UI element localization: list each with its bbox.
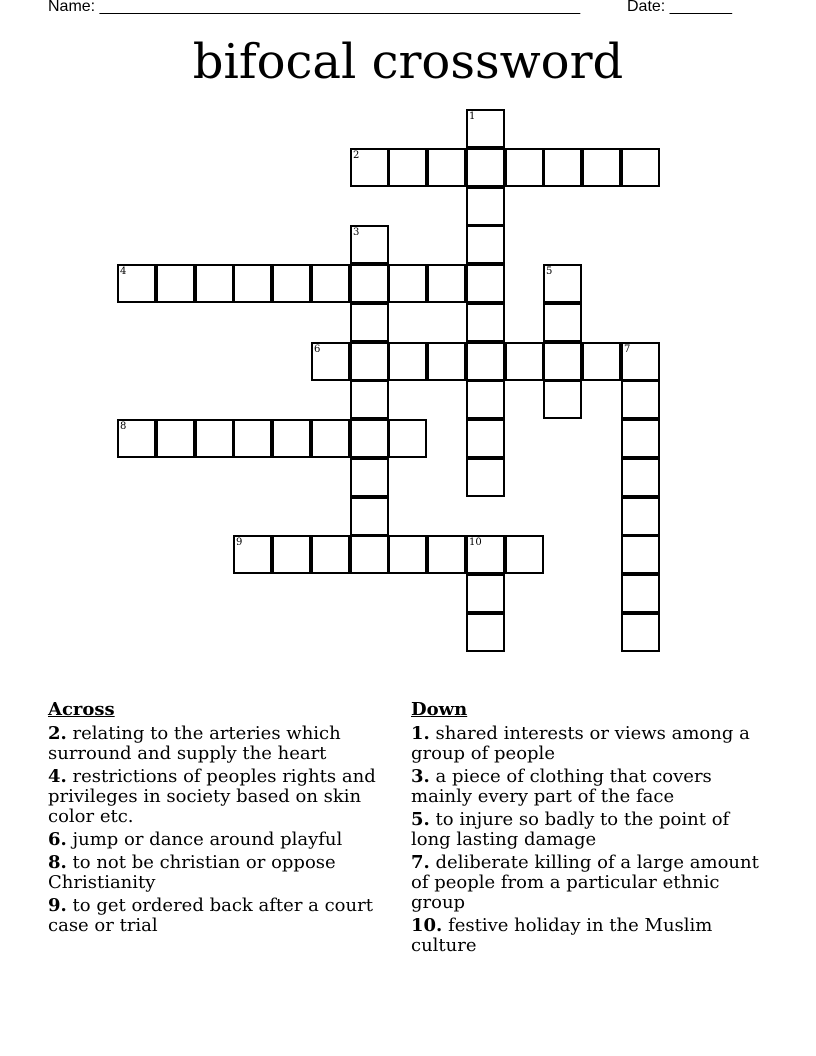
grid-cell[interactable] (195, 419, 234, 458)
grid-cell[interactable] (466, 148, 505, 187)
grid-cell[interactable] (311, 419, 350, 458)
grid-cell[interactable] (272, 419, 311, 458)
clue-number: 4. (48, 766, 67, 787)
clue-number: 2. (48, 723, 67, 744)
grid-cell[interactable] (466, 419, 505, 458)
down-clue (411, 724, 771, 764)
name-field: Name: ______________________________________________________ (48, 0, 581, 15)
grid-cell[interactable] (621, 342, 660, 381)
grid-cell[interactable] (466, 225, 505, 264)
grid-cell[interactable] (427, 264, 466, 303)
grid-cell[interactable] (621, 535, 660, 574)
grid-cell[interactable] (621, 419, 660, 458)
grid-cell[interactable] (582, 342, 621, 381)
grid-cell[interactable] (582, 148, 621, 187)
grid-cell[interactable] (388, 148, 427, 187)
across-clue (48, 853, 408, 893)
grid-cell[interactable] (350, 458, 389, 497)
grid-cell[interactable] (505, 148, 544, 187)
grid-cell[interactable] (466, 535, 505, 574)
clue-number: 1. (411, 723, 430, 744)
cell-number: 3 (353, 227, 360, 238)
cell-number: 1 (469, 111, 476, 122)
grid-cell[interactable] (156, 264, 195, 303)
grid-cell[interactable] (466, 458, 505, 497)
grid-cell[interactable] (117, 419, 156, 458)
grid-cell[interactable] (195, 264, 234, 303)
grid-cell[interactable] (388, 419, 427, 458)
grid-cell[interactable] (233, 264, 272, 303)
grid-cell[interactable] (350, 497, 389, 536)
grid-cell[interactable] (427, 535, 466, 574)
grid-cell[interactable] (388, 264, 427, 303)
clue-number: 5. (411, 809, 430, 830)
grid-cell[interactable] (466, 574, 505, 613)
grid-cell[interactable] (272, 535, 311, 574)
clue-text: festive holiday in the Muslim culture (411, 915, 713, 956)
clue-number: 10. (411, 915, 443, 936)
grid-cell[interactable] (621, 458, 660, 497)
down-heading: Down (411, 699, 468, 720)
grid-cell[interactable] (466, 187, 505, 226)
grid-cell[interactable] (272, 264, 311, 303)
grid-cell[interactable] (466, 342, 505, 381)
grid-cell[interactable] (117, 264, 156, 303)
grid-cell[interactable] (505, 342, 544, 381)
grid-cell[interactable] (427, 342, 466, 381)
grid-cell[interactable] (350, 419, 389, 458)
cell-number: 7 (624, 344, 631, 355)
down-clues (411, 700, 771, 959)
grid-cell[interactable] (621, 613, 660, 652)
clue-text: deliberate killing of a large amount of people from a particular ethnic group (411, 852, 759, 913)
grid-cell[interactable] (233, 535, 272, 574)
cell-number: 6 (314, 344, 321, 355)
grid-cell[interactable] (466, 264, 505, 303)
grid-cell[interactable] (505, 535, 544, 574)
across-clues (48, 700, 408, 939)
clue-number: 3. (411, 766, 430, 787)
grid-cell[interactable] (543, 148, 582, 187)
grid-cell[interactable] (350, 303, 389, 342)
clue-text: relating to the arteries which surround and supply the heart (48, 723, 341, 764)
down-clue (411, 916, 771, 956)
grid-cell[interactable] (350, 148, 389, 187)
grid-cell[interactable] (311, 264, 350, 303)
down-clue (411, 810, 771, 850)
grid-cell[interactable] (350, 535, 389, 574)
clue-number: 8. (48, 852, 67, 873)
grid-cell[interactable] (466, 303, 505, 342)
grid-cell[interactable] (621, 574, 660, 613)
grid-cell[interactable] (388, 342, 427, 381)
across-clue (48, 830, 408, 850)
grid-cell[interactable] (543, 264, 582, 303)
clue-number: 6. (48, 829, 67, 850)
clue-text: shared interests or views among a group of people (411, 723, 750, 764)
grid-cell[interactable] (466, 109, 505, 148)
grid-cell[interactable] (427, 148, 466, 187)
grid-cell[interactable] (543, 342, 582, 381)
clue-text: to injure so badly to the point of long lasting damage (411, 809, 730, 850)
page-title: bifocal crossword (192, 34, 624, 90)
clue-number: 9. (48, 895, 67, 916)
grid-cell[interactable] (621, 148, 660, 187)
across-clue (48, 724, 408, 764)
grid-cell[interactable] (350, 342, 389, 381)
clue-text: to get ordered back after a court case or trial (48, 895, 373, 936)
grid-cell[interactable] (311, 342, 350, 381)
clue-text: jump or dance around playful (72, 829, 343, 850)
cell-number: 5 (546, 266, 553, 277)
grid-cell[interactable] (350, 264, 389, 303)
cell-number: 2 (353, 150, 360, 161)
grid-cell[interactable] (543, 380, 582, 419)
clue-text: restrictions of peoples rights and privileges in society based on skin color etc. (48, 766, 376, 827)
grid-cell[interactable] (621, 380, 660, 419)
down-clue (411, 767, 771, 807)
across-clue (48, 896, 408, 936)
grid-cell[interactable] (543, 303, 582, 342)
clue-text: a piece of clothing that covers mainly every part of the face (411, 766, 712, 807)
cell-number: 8 (120, 421, 127, 432)
across-clue (48, 767, 408, 827)
grid-cell[interactable] (388, 535, 427, 574)
across-heading: Across (48, 699, 115, 720)
grid-cell[interactable] (350, 380, 389, 419)
grid-cell[interactable] (466, 613, 505, 652)
grid-cell[interactable] (350, 225, 389, 264)
down-clue (411, 853, 771, 913)
cell-number: 9 (236, 537, 243, 548)
clue-text: to not be christian or oppose Christianity (48, 852, 336, 893)
grid-cell[interactable] (466, 380, 505, 419)
date-field: Date: _______ (627, 0, 732, 15)
grid-cell[interactable] (621, 497, 660, 536)
grid-cell[interactable] (233, 419, 272, 458)
cell-number: 4 (120, 266, 127, 277)
clue-number: 7. (411, 852, 430, 873)
grid-cell[interactable] (156, 419, 195, 458)
cell-number: 10 (469, 537, 482, 548)
grid-cell[interactable] (311, 535, 350, 574)
